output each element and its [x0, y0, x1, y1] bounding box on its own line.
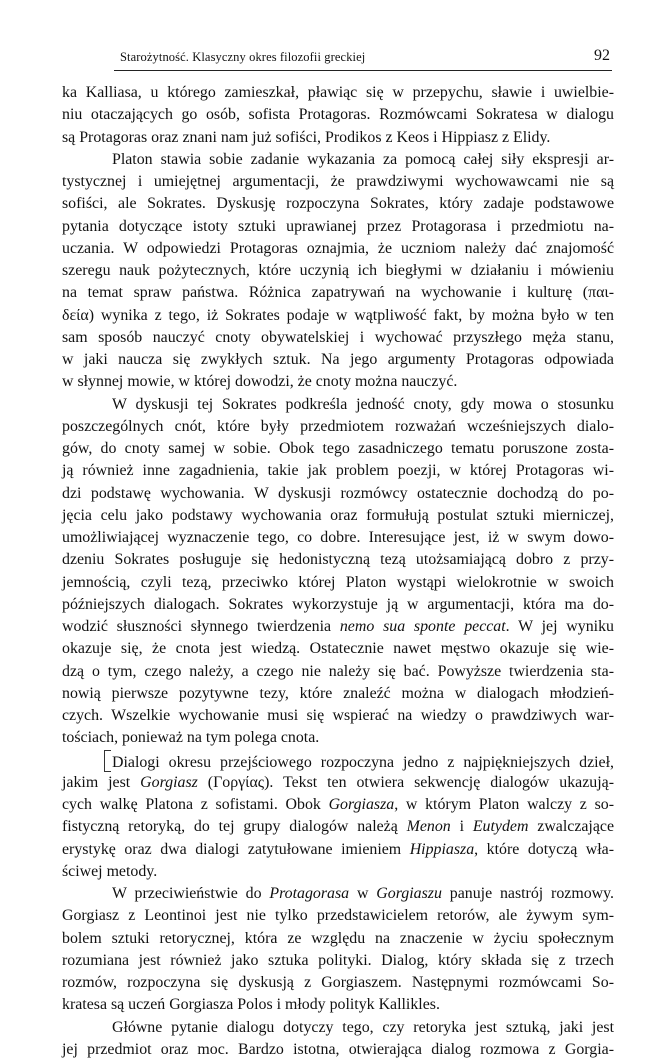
text-segment: , w którym Platon walczy z so- [394, 796, 614, 813]
text-line: jęcia celu jako podstawy wychowania oraz formułują postulat sztuki mierniczej, [62, 506, 614, 524]
italic-title: Protagorasa [269, 885, 350, 902]
text-line: dzeniu Sokrates posługuje się hedonistyczną tezą utożsamiającą dobro z przy- [62, 551, 614, 569]
running-title: Starożytność. Klasyczny okres filozofii greckiej [120, 50, 366, 64]
text-line: uczania. W odpowiedzi Protagoras oznajmia, że uczniom należy dać znajomość [62, 239, 614, 257]
text-line: bolem sztuki retorycznej, która ze względu na znaczenie w życiu społecznym [62, 929, 614, 947]
italic-title: Menon [406, 818, 451, 836]
text-line: na temat spraw państwa. Różnica zapatrywań na wychowanie i kulturę (παι- [62, 284, 614, 302]
text-line: poszczególnych cnót, które były przedmiotem rozważań wcześniejszych dialo- [62, 417, 614, 435]
text-line [62, 772, 614, 794]
text-line: gów, do cnoty samej w sobie. Obok tego zasadniczego tematu poruszone zosta- [62, 440, 614, 457]
body-text [62, 82, 614, 1061]
text-line: ją również inne zagadnienia, takie jak problem poezji, w której Protagoras wi- [62, 462, 614, 480]
text-line: pytania dotyczące istoty sztuki uprawianej przez Protagorasa i przedmiotu na- [62, 217, 614, 235]
text-segment: erystykę oraz dwa dialogi zatytułowane imieniem [62, 840, 410, 858]
italic-title: Hippiasza [409, 840, 475, 858]
text-line: Platon stawia sobie zadanie wykazania za pomocą całej siły ekspresji ar- [112, 150, 614, 168]
text-line: tystycznej i umiejętnej argumentacji, że prawdziwymi wychowawcami nie są [62, 173, 614, 190]
text-line: w słynnej mowie, w której dowodzi, że cnoty można nauczyć. [62, 373, 458, 391]
text-line: niu otaczających go osób, sofista Protagoras. Rozmówcami Sokratesa w dialogu [62, 106, 614, 124]
text-line: Gorgiasz z Leontinoi jest nie tylko przedstawicielem retorów, ale żywym sym- [62, 907, 614, 925]
text-segment: fistyczną retoryką, do tej grupy dialogów należą [62, 818, 407, 836]
text-line: dzą o tym, czego należy, a czego nie należy się bać. Powyższe twierdzenia sta- [62, 662, 614, 680]
text-line [62, 616, 614, 638]
italic-title: Eutydem [472, 818, 529, 836]
text-line: δεία) wynika z tego, iż Sokrates podaje w wątpliwość fakt, by można było w ten [62, 306, 614, 324]
text-segment: (Γοργίας). Tekst ten otwiera sekwencję dialogów ukazują- [197, 773, 614, 791]
text-line [62, 750, 614, 772]
text-line: W dyskusji tej Sokrates podkreśla jedność cnoty, gdy mowa o stosunku [112, 395, 614, 413]
text-line [62, 883, 614, 905]
text-line: jemnością, czyli tezą, przeciwko której Platon wystąpi wielokrotnie w swoich [62, 573, 614, 591]
text-segment: jakim jest [62, 773, 141, 791]
text-segment: panuje nastrój rozmowy. [441, 885, 614, 902]
text-segment: cych walkę Platona z sofistami. Obok [62, 796, 329, 813]
text-line: ka Kalliasa, u którego zamieszkał, pławiąc się w przepychu, sławie i uwielbie- [62, 84, 614, 101]
text-line: ściwej metody. [62, 862, 158, 880]
text-line: późniejszych dialogach. Sokrates wykorzystuje ją w argumentacji, która ma do- [62, 595, 614, 613]
text-line: są Protagoras oraz znani nam już sofiści, Prodikos z Keos i Hippiasz z Elidy. [62, 128, 551, 146]
margin-bracket-mark [104, 750, 111, 772]
text-segment: W przeciwieństwie do [112, 885, 270, 902]
text-segment: . W jej wyniku [505, 618, 614, 635]
italic-title: Gorgiaszu [376, 885, 442, 902]
text-segment: zwalczające [528, 818, 614, 836]
text-segment: wodzić słuszności słynnego twierdzenia [62, 618, 340, 635]
text-line: Główne pytanie dialogu dotyczy tego, czy retoryka jest sztuką, jaki jest [112, 1018, 614, 1036]
text-line: w jaki naucza się zwykłych sztuk. Na jego argumenty Protagoras odpowiada [62, 351, 614, 368]
text-line: jej przedmiot oraz moc. Bardzo istotna, otwierająca dialog rozmowa z Gorgia- [62, 1040, 614, 1058]
text-line: rozmów, rozpoczyna się dyskusją z Gorgiaszem. Następnymi rozmówcami So- [62, 974, 614, 991]
text-line: rozumiana jest również jako sztuka polityki. Dialog, który składa się z trzech [62, 951, 614, 969]
italic-title: Gorgiasz [140, 773, 198, 791]
text-line [62, 794, 614, 816]
text-line: sofiści, ale Sokrates. Dyskusję rozpoczyna Sokrates, który zadaje podstawowe [62, 195, 614, 213]
text-segment: , które dotyczą wła- [474, 840, 615, 858]
italic-phrase: nemo sua sponte peccat [339, 618, 506, 635]
text-segment: i [450, 818, 473, 836]
text-line: nowią pierwsze pozytywne tezy, które znaleźć można w dialogach młodzień- [62, 684, 614, 702]
text-line: umożliwiającej wyznaczenie tego, co dobre. Interesujące jest, iż w swym dowo- [62, 529, 614, 546]
text-line: dzi podstawę wychowania. W dyskusji rozmówcy ostatecznie dochodzą do po- [62, 484, 614, 502]
italic-title: Gorgiasza [328, 796, 395, 813]
text-line: kratesa są uczeń Gorgiasza Polos i młody polityk Kallikles. [62, 996, 440, 1014]
text-line: okazuje się, że cnota jest wiedzą. Ostatecznie nawet męstwo okazuje się wie- [62, 640, 614, 658]
text-line: tościach, ponieważ na tym polega cnota. [62, 729, 320, 747]
running-header [114, 48, 612, 71]
text-line: sam sposób nauczyć cnoty obywatelskiej i wychować przyszłego męża stanu, [62, 328, 614, 346]
text-segment: w [349, 885, 377, 902]
text-line: szeregu nauk pożytecznych, które uczynią ich biegłymi w działaniu i mówieniu [62, 262, 614, 279]
text-line [62, 816, 614, 838]
text-line: czych. Wszelkie wychowanie musi się wspierać na wiedzy o prawdziwych war- [62, 707, 614, 724]
text-line [62, 839, 614, 861]
text-segment: Dialogi okresu przejściowego rozpoczyna jedno z najpiękniejszych dzieł, [112, 753, 614, 771]
page-number: 92 [594, 47, 610, 64]
